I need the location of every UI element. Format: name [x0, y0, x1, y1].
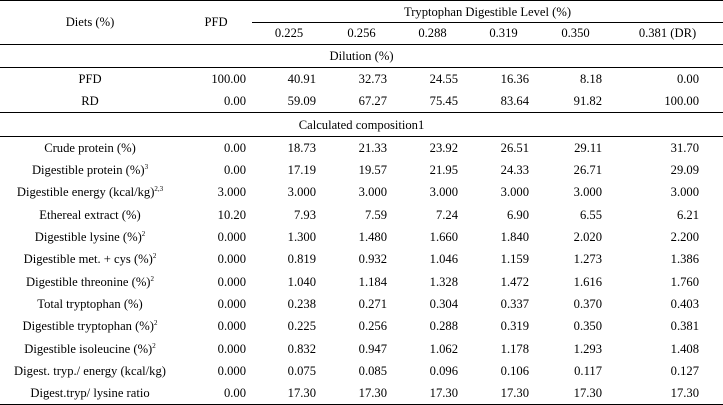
footnote-marker: 3 — [144, 163, 149, 172]
pfd-cell: 100.00 — [211, 71, 246, 86]
value-cell: 0.127 — [670, 363, 700, 378]
value-cell: 67.27 — [358, 94, 387, 109]
level-header: 0.381 (DR) — [638, 26, 697, 41]
value-cell: 0.947 — [358, 341, 387, 356]
table-row — [0, 270, 723, 292]
table-row — [0, 67, 723, 90]
value-cell: 0.350 — [573, 319, 602, 334]
footnote-marker: 2 — [152, 341, 156, 350]
value-cell: 3.000 — [670, 185, 700, 200]
value-cell: 6.55 — [579, 207, 602, 222]
footnote-marker: 2 — [152, 252, 157, 261]
row-label-text: Digest. tryp./ energy (kcal/kg) — [14, 363, 166, 378]
value-cell: 3.000 — [500, 185, 529, 200]
row-label — [0, 360, 180, 382]
value-cell: 0.085 — [358, 363, 387, 378]
value-cell: 26.51 — [500, 140, 529, 155]
value-cell: 0.932 — [358, 252, 387, 267]
row-label — [0, 204, 180, 226]
value-cell: 21.95 — [429, 163, 458, 178]
row-label-text: Digestible protein (%) — [31, 163, 145, 178]
row-label — [0, 337, 180, 359]
pfd-cell: 3.000 — [217, 185, 246, 200]
value-cell: 29.11 — [574, 140, 602, 155]
value-cell: 24.33 — [500, 163, 529, 178]
value-cell: 19.57 — [358, 163, 387, 178]
pfd-cell: 0.000 — [217, 341, 246, 356]
value-cell: 0.117 — [574, 363, 602, 378]
pfd-cell: 0.00 — [223, 140, 246, 155]
footnote-marker: 2 — [141, 230, 146, 239]
value-cell: 91.82 — [573, 94, 602, 109]
value-cell: 0.370 — [573, 296, 602, 311]
row-label-text: Digestible met. + cys (%) — [23, 252, 153, 267]
value-cell: 1.616 — [573, 274, 602, 289]
row-label-text: Digestible isoleucine (%) — [24, 341, 153, 356]
header-row-top — [0, 1, 723, 23]
pfd-cell: 0.00 — [223, 94, 246, 109]
row-label — [0, 270, 180, 292]
value-cell: 6.90 — [506, 207, 529, 222]
value-cell: 0.106 — [500, 363, 529, 378]
value-cell: 32.73 — [358, 71, 387, 86]
value-cell: 17.30 — [326, 382, 397, 405]
value-cell: 8.18 — [579, 71, 602, 86]
value-cell: 1.472 — [500, 274, 529, 289]
table-row — [0, 136, 723, 159]
footnote-marker: 2 — [150, 274, 154, 283]
value-cell: 23.92 — [429, 140, 458, 155]
footnote-marker: 2,3 — [154, 185, 164, 194]
value-cell: 24.55 — [429, 71, 458, 86]
value-cell: 2.020 — [573, 230, 602, 245]
table-row — [0, 293, 723, 315]
row-label-text: Ethereal extract (%) — [39, 207, 141, 222]
row-label-text: Digestible lysine (%) — [34, 230, 142, 245]
value-cell: 1.480 — [358, 230, 387, 245]
value-cell: 1.184 — [358, 274, 387, 289]
value-cell: 0.256 — [358, 319, 387, 334]
value-cell: 3.000 — [573, 185, 602, 200]
value-cell: 0.403 — [670, 296, 700, 311]
row-label — [0, 248, 180, 270]
row-label — [0, 226, 180, 248]
row-label-text: Crude protein (%) — [44, 140, 136, 155]
level-header: 0.319 — [489, 26, 518, 41]
value-cell: 1.300 — [287, 230, 316, 245]
value-cell: 17.19 — [287, 163, 316, 178]
value-cell: 21.33 — [358, 140, 387, 155]
pfd-cell: 10.20 — [217, 207, 246, 222]
value-cell: 1.293 — [573, 341, 602, 356]
value-cell: 31.70 — [670, 140, 700, 155]
value-cell: 75.45 — [429, 94, 458, 109]
value-cell: 17.30 — [539, 382, 612, 405]
table-row — [0, 248, 723, 270]
value-cell: 17.30 — [612, 382, 723, 405]
value-cell: 100.00 — [664, 94, 700, 109]
value-cell: 0.225 — [287, 319, 316, 334]
value-cell: 0.832 — [287, 341, 316, 356]
value-cell: 0.819 — [287, 252, 316, 267]
value-cell: 0.319 — [500, 319, 529, 334]
pfd-cell: 0.000 — [217, 252, 246, 267]
value-cell: 1.040 — [287, 274, 316, 289]
row-label — [0, 90, 180, 113]
row-label — [0, 181, 180, 203]
value-cell: 0.288 — [429, 319, 458, 334]
section-row-composition — [0, 113, 723, 136]
table-row — [0, 159, 723, 181]
value-cell: 7.59 — [364, 207, 387, 222]
value-cell: 26.71 — [573, 163, 602, 178]
value-cell: 0.075 — [287, 363, 316, 378]
value-cell: 83.64 — [500, 94, 529, 109]
pfd-header: PFD — [180, 1, 252, 45]
row-label-text: Digestible energy (kcal/kg) — [16, 185, 155, 200]
value-cell: 3.000 — [429, 185, 458, 200]
value-cell: 59.09 — [287, 94, 316, 109]
row-label-text: Total tryptophan (%) — [37, 296, 143, 311]
table-row — [0, 90, 723, 113]
value-cell: 40.91 — [287, 71, 316, 86]
value-cell: 1.408 — [670, 341, 700, 356]
pfd-cell: 0.00 — [180, 382, 252, 405]
value-cell: 0.096 — [429, 363, 458, 378]
pfd-cell: 0.000 — [217, 363, 246, 378]
pfd-cell: 0.00 — [223, 163, 246, 178]
value-cell: 0.337 — [500, 296, 529, 311]
value-cell: 1.386 — [670, 252, 700, 267]
value-cell: 1.273 — [573, 252, 602, 267]
table-row — [0, 181, 723, 203]
row-label — [0, 293, 180, 315]
value-cell: 1.328 — [429, 274, 458, 289]
level-header: 0.350 — [561, 26, 590, 41]
value-cell: 1.660 — [429, 230, 458, 245]
value-cell: 0.00 — [676, 71, 700, 86]
row-label-text: RD — [81, 94, 99, 109]
row-label — [0, 382, 180, 405]
level-header: 0.288 — [418, 26, 447, 41]
row-label — [0, 159, 180, 181]
value-cell: 1.046 — [429, 252, 458, 267]
value-cell: 29.09 — [670, 163, 700, 178]
level-header: 0.225 — [274, 26, 304, 41]
value-cell: 1.159 — [500, 252, 529, 267]
value-cell: 0.304 — [429, 296, 458, 311]
pfd-cell: 0.000 — [217, 319, 246, 334]
section-row-dilution — [0, 44, 723, 67]
table-row — [0, 382, 723, 405]
value-cell: 0.271 — [358, 296, 387, 311]
diets-header: Diets (%) — [0, 1, 180, 45]
dilution-section-title: Dilution (%) — [0, 44, 723, 67]
pfd-cell: 0.000 — [217, 296, 246, 311]
row-label-text: PFD — [78, 71, 102, 86]
value-cell: 17.30 — [397, 382, 468, 405]
value-cell: 1.062 — [429, 341, 458, 356]
table-row — [0, 337, 723, 359]
row-label — [0, 67, 180, 90]
row-label — [0, 136, 180, 159]
composition-section-title: Calculated composition1 — [0, 113, 723, 136]
value-cell: 0.381 — [670, 319, 700, 334]
table-row — [0, 204, 723, 226]
table-row — [0, 226, 723, 248]
value-cell: 2.200 — [670, 230, 700, 245]
value-cell: 7.93 — [293, 207, 316, 222]
pfd-cell: 0.000 — [217, 230, 246, 245]
value-cell: 3.000 — [358, 185, 387, 200]
value-cell: 1.760 — [670, 274, 700, 289]
row-label-text: Digestible threonine (%) — [26, 274, 151, 289]
tryptophan-level-header: Tryptophan Digestible Level (%) — [252, 1, 723, 23]
table-row — [0, 360, 723, 382]
value-cell: 0.238 — [287, 296, 316, 311]
value-cell: 1.840 — [500, 230, 529, 245]
value-cell: 17.30 — [252, 382, 326, 405]
value-cell: 6.21 — [676, 207, 700, 222]
table-row — [0, 315, 723, 337]
row-label — [0, 315, 180, 337]
value-cell: 1.178 — [500, 341, 529, 356]
value-cell: 3.000 — [287, 185, 316, 200]
value-cell: 16.36 — [500, 71, 529, 86]
value-cell: 18.73 — [287, 140, 316, 155]
level-header: 0.256 — [347, 26, 376, 41]
value-cell: 17.30 — [468, 382, 539, 405]
row-label-text: Digest.tryp/ lysine ratio — [30, 386, 150, 401]
value-cell: 7.24 — [435, 207, 458, 222]
footnote-marker: 2 — [154, 319, 158, 328]
row-label-text: Digestible tryptophan (%) — [22, 319, 154, 334]
pfd-cell: 0.000 — [217, 274, 246, 289]
